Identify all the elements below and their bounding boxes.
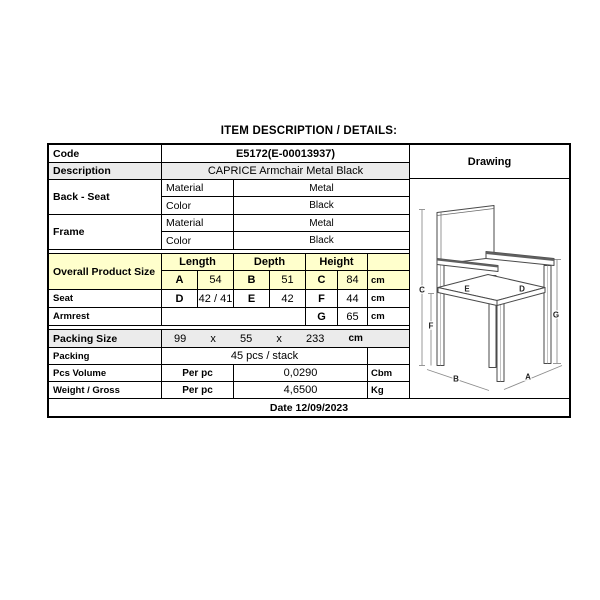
pcs-volume-value: 0,0290 bbox=[234, 365, 368, 381]
frame-color-row bbox=[162, 232, 409, 249]
weight-gross-row bbox=[49, 382, 409, 398]
packing-size-unit: cm bbox=[348, 333, 363, 344]
dim-b-value: 51 bbox=[270, 271, 306, 289]
pcs-volume-unit: Cbm bbox=[371, 367, 393, 379]
dim-d-letter: D bbox=[162, 290, 198, 307]
dim-label-f: F bbox=[428, 321, 434, 331]
armrest-row bbox=[49, 308, 409, 326]
dim-e-letter: E bbox=[234, 290, 270, 307]
description-label: Description bbox=[49, 163, 162, 179]
packing-size-depth: 55 bbox=[240, 332, 253, 345]
packing-label: Packing bbox=[49, 348, 162, 364]
dim-a-value: 54 bbox=[198, 271, 234, 289]
size-columns-header bbox=[162, 254, 409, 271]
pcs-volume-row bbox=[49, 365, 409, 382]
dim-f-letter: F bbox=[306, 290, 338, 307]
packing-row bbox=[49, 348, 409, 365]
dim-c-letter: C bbox=[306, 271, 338, 289]
packing-size-length: 99 bbox=[174, 332, 187, 345]
packing-value: 45 pcs / stack bbox=[162, 348, 368, 364]
dim-label-d: D bbox=[519, 284, 525, 294]
seat-row bbox=[49, 290, 409, 308]
color-label: Color bbox=[162, 232, 234, 249]
drawing-column bbox=[410, 145, 569, 398]
dim-e-value: 42 bbox=[270, 290, 306, 307]
unit-cm: cm bbox=[371, 274, 385, 286]
dim-d-value: 42 / 41 bbox=[198, 290, 234, 307]
pcs-volume-label: Pcs Volume bbox=[49, 365, 162, 381]
frame-section bbox=[49, 215, 409, 250]
overall-size-section bbox=[49, 254, 409, 290]
packing-size-row bbox=[49, 330, 409, 348]
depth-header: Depth bbox=[234, 254, 306, 270]
unit-header bbox=[368, 254, 409, 270]
date-value: Date 12/09/2023 bbox=[269, 401, 349, 414]
color-label: Color bbox=[162, 197, 234, 214]
overall-size-label: Overall Product Size bbox=[49, 254, 162, 289]
weight-gross-label: Weight / Gross bbox=[49, 382, 162, 398]
weight-gross-unit: Kg bbox=[371, 384, 384, 396]
dim-label-a: A bbox=[525, 372, 531, 382]
code-row bbox=[49, 145, 409, 163]
dim-b-letter: B bbox=[234, 271, 270, 289]
dim-a-letter: A bbox=[162, 271, 198, 289]
code-value: E5172(E-00013937) bbox=[235, 147, 336, 160]
frame-label: Frame bbox=[49, 215, 162, 249]
packing-size-height: 233 bbox=[306, 332, 325, 345]
back-seat-material-row bbox=[162, 180, 409, 197]
page-title: ITEM DESCRIPTION / DETAILS: bbox=[220, 125, 398, 137]
overall-values-row bbox=[162, 271, 409, 289]
packing-size-values bbox=[162, 330, 409, 347]
seat-label: Seat bbox=[49, 290, 162, 307]
back-seat-color-row bbox=[162, 197, 409, 214]
dim-g-value: 65 bbox=[338, 308, 368, 325]
drawing-area bbox=[410, 179, 569, 398]
per-pc-label: Per pc bbox=[162, 365, 234, 381]
date-row bbox=[49, 398, 569, 416]
material-label: Material bbox=[162, 215, 234, 231]
material-label: Material bbox=[162, 180, 234, 196]
dim-label-g: G bbox=[552, 310, 560, 320]
armrest-empty-cell bbox=[162, 308, 306, 325]
times-sign: x bbox=[210, 332, 216, 345]
weight-gross-value: 4,6500 bbox=[234, 382, 368, 398]
code-label: Code bbox=[49, 145, 162, 162]
height-header: Height bbox=[306, 254, 368, 270]
material-value: Metal bbox=[309, 217, 334, 229]
frame-material-row bbox=[162, 215, 409, 232]
color-value: Black bbox=[309, 235, 334, 246]
dim-f-value: 44 bbox=[338, 290, 368, 307]
packing-size-label: Packing Size bbox=[49, 330, 162, 347]
dim-g-letter: G bbox=[306, 308, 338, 325]
table-body bbox=[49, 145, 569, 398]
length-header: Length bbox=[162, 254, 234, 270]
packing-unit-empty bbox=[368, 348, 409, 364]
dim-label-b: B bbox=[453, 374, 459, 384]
unit-cm: cm bbox=[371, 311, 385, 322]
spec-table bbox=[47, 143, 571, 418]
color-value: Black bbox=[309, 200, 334, 211]
spec-columns bbox=[49, 145, 410, 398]
per-pc-label: Per pc bbox=[162, 382, 234, 398]
dim-c-value: 84 bbox=[338, 271, 368, 289]
times-sign: x bbox=[276, 332, 282, 345]
dim-label-e: E bbox=[464, 284, 470, 294]
material-value: Metal bbox=[309, 182, 334, 194]
description-value: CAPRICE Armchair Metal Black bbox=[207, 165, 364, 177]
chair-drawing bbox=[410, 179, 569, 398]
description-row bbox=[49, 163, 409, 180]
back-seat-label: Back - Seat bbox=[49, 180, 162, 214]
drawing-header: Drawing bbox=[410, 145, 569, 179]
back-seat-section bbox=[49, 180, 409, 215]
unit-cm: cm bbox=[371, 293, 385, 304]
dim-label-c: C bbox=[419, 285, 425, 295]
armrest-label: Armrest bbox=[49, 308, 162, 325]
chair-frame bbox=[437, 206, 554, 382]
